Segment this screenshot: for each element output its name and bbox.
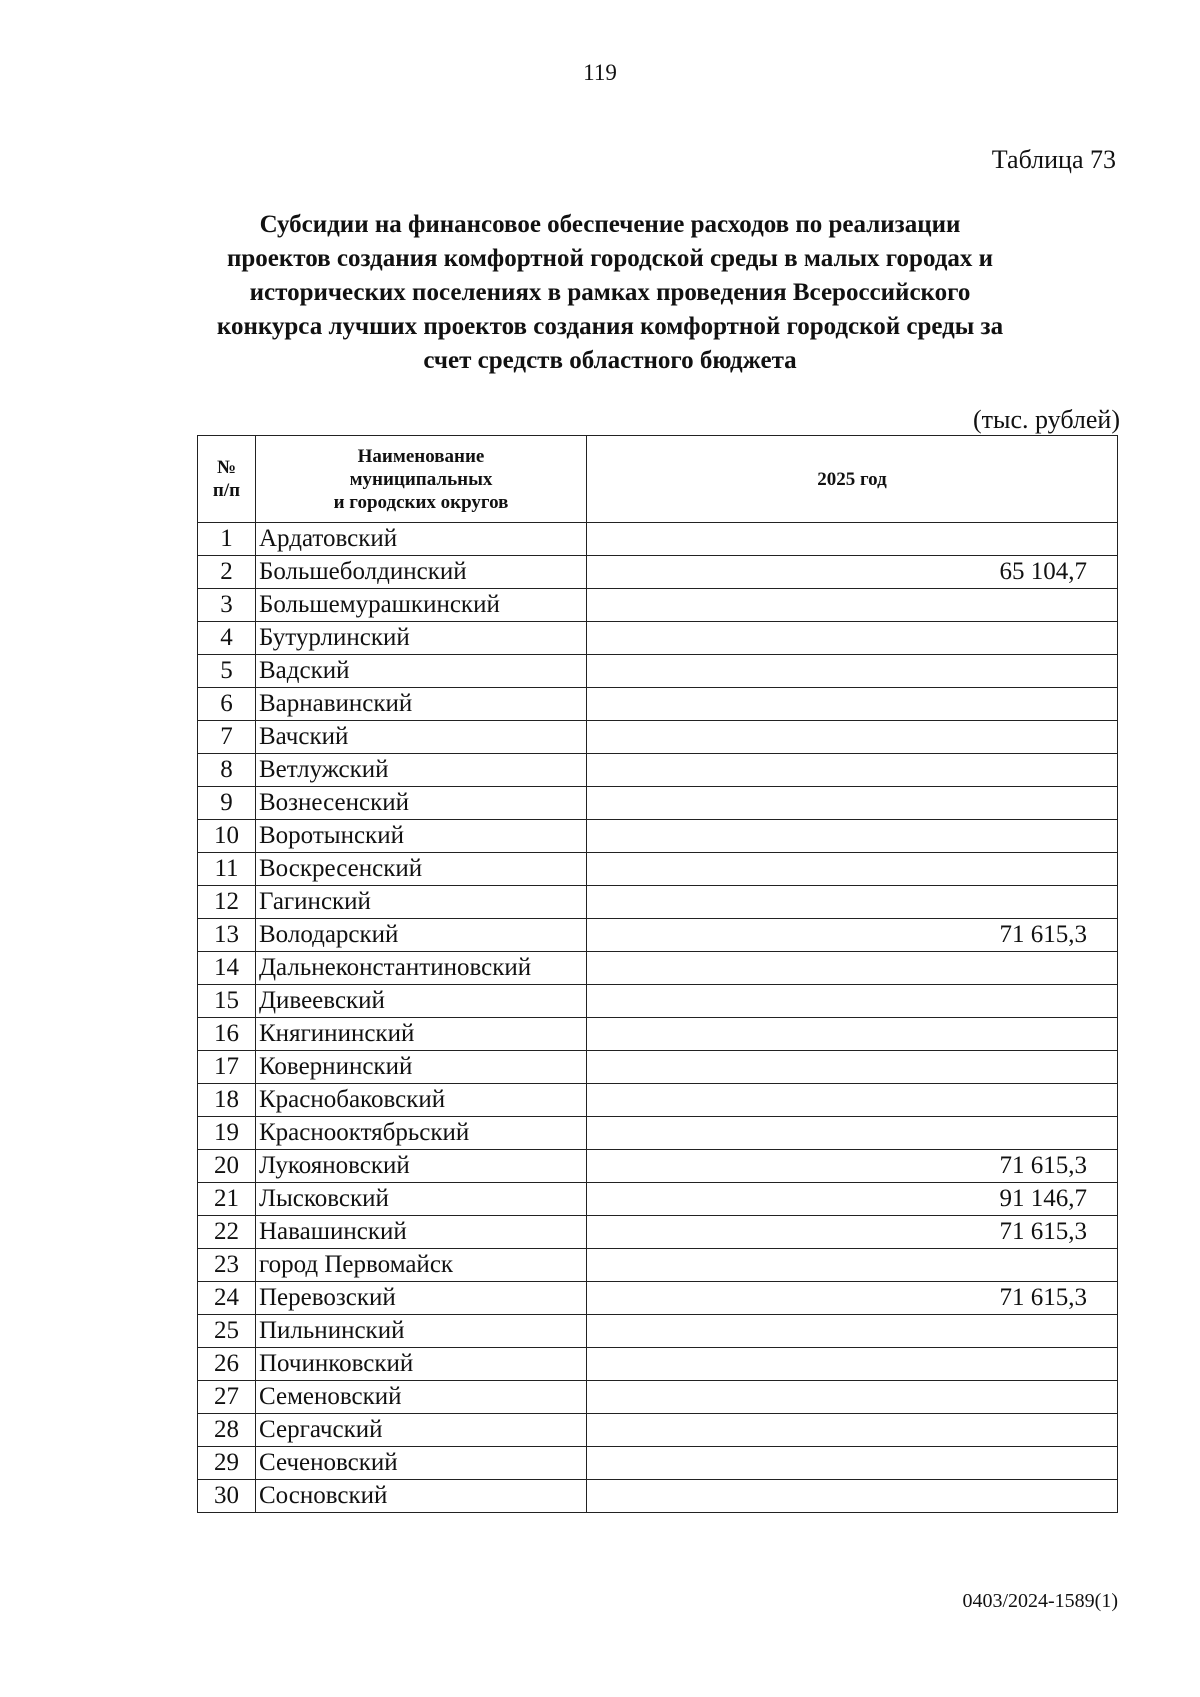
year-2025-value-cell [587,721,1118,754]
municipality-name-cell: Вачский [256,721,587,754]
row-number-cell: 12 [198,886,256,919]
year-2025-value-cell [587,952,1118,985]
municipality-name-cell: Сеченовский [256,1447,587,1480]
year-2025-value-cell: 71 615,3 [587,1282,1118,1315]
municipality-name-cell: Большемурашкинский [256,589,587,622]
year-2025-value-cell [587,1348,1118,1381]
table-row [198,919,1118,952]
table-row [198,820,1118,853]
table-row [198,1315,1118,1348]
municipality-name-cell: Вадский [256,655,587,688]
row-number-cell: 16 [198,1018,256,1051]
row-number-cell: 27 [198,1381,256,1414]
municipality-name-cell: Лысковский [256,1183,587,1216]
municipality-name-cell: Варнавинский [256,688,587,721]
row-number-cell: 26 [198,1348,256,1381]
table-row [198,853,1118,886]
row-number-cell: 19 [198,1117,256,1150]
row-number-cell: 24 [198,1282,256,1315]
subsidy-table [197,435,1118,1513]
municipality-name-cell: Перевозский [256,1282,587,1315]
row-number-cell: 25 [198,1315,256,1348]
table-row [198,1249,1118,1282]
municipality-name-cell: Починковский [256,1348,587,1381]
row-number-cell: 4 [198,622,256,655]
header-year: 2025 год [587,436,1118,523]
table-row [198,985,1118,1018]
table-row [198,1414,1118,1447]
table-row [198,1447,1118,1480]
table-row [198,952,1118,985]
document-title [190,208,1030,378]
table-row [198,1183,1118,1216]
title-line: конкурса лучших проектов создания комфортной городской среды за [216,313,1004,340]
header-number-line: № [216,457,237,478]
row-number-cell: 13 [198,919,256,952]
table-row [198,688,1118,721]
row-number-cell: 6 [198,688,256,721]
table-row [198,787,1118,820]
municipality-name-cell: Пильнинский [256,1315,587,1348]
table-row [198,721,1118,754]
row-number-cell: 7 [198,721,256,754]
municipality-name-cell: Сосновский [256,1480,587,1513]
municipality-name-cell: Ардатовский [256,523,587,556]
year-2025-value-cell: 71 615,3 [587,1150,1118,1183]
municipality-name-cell: Сергачский [256,1414,587,1447]
row-number-cell: 14 [198,952,256,985]
row-number-cell: 23 [198,1249,256,1282]
row-number-cell: 28 [198,1414,256,1447]
year-2025-value-cell [587,820,1118,853]
table-row [198,1018,1118,1051]
municipality-name-cell: Воротынский [256,820,587,853]
row-number-cell: 1 [198,523,256,556]
header-name-line: муниципальных [349,468,493,490]
table-row [198,1282,1118,1315]
year-2025-value-cell [587,1117,1118,1150]
municipality-name-cell: Бутурлинский [256,622,587,655]
year-2025-value-cell [587,1447,1118,1480]
row-number-cell: 11 [198,853,256,886]
municipality-name-cell: Большеболдинский [256,556,587,589]
year-2025-value-cell [587,622,1118,655]
table-row [198,622,1118,655]
table-row [198,1216,1118,1249]
header-number-line: п/п [212,480,241,501]
table-row [198,754,1118,787]
row-number-cell: 18 [198,1084,256,1117]
table-row [198,1348,1118,1381]
year-2025-value-cell [587,589,1118,622]
document-code: 0403/2024-1589(1) [962,1590,1118,1612]
table-row [198,1150,1118,1183]
row-number-cell: 15 [198,985,256,1018]
year-2025-value-cell [587,787,1118,820]
table-row [198,886,1118,919]
year-2025-value-cell [587,1249,1118,1282]
year-2025-value-cell: 71 615,3 [587,1216,1118,1249]
table-row [198,556,1118,589]
municipality-name-cell: город Первомайск [256,1249,587,1282]
table-label: Таблица 73 [991,145,1116,174]
table-row [198,1051,1118,1084]
year-2025-value-cell: 71 615,3 [587,919,1118,952]
header-name [256,436,587,523]
municipality-name-cell: Краснобаковский [256,1084,587,1117]
year-2025-value-cell [587,1315,1118,1348]
row-number-cell: 8 [198,754,256,787]
row-number-cell: 21 [198,1183,256,1216]
table-row [198,1480,1118,1513]
year-2025-value-cell [587,886,1118,919]
title-line: Субсидии на финансовое обеспечение расходов по реализации [259,211,961,238]
year-2025-value-cell [587,655,1118,688]
municipality-name-cell: Ковернинский [256,1051,587,1084]
row-number-cell: 5 [198,655,256,688]
year-2025-value-cell [587,1051,1118,1084]
title-line: счет средств областного бюджета [423,347,797,374]
header-name-line: и городских округов [333,491,509,513]
table-row [198,655,1118,688]
municipality-name-cell: Дальнеконстантиновский [256,952,587,985]
row-number-cell: 22 [198,1216,256,1249]
year-2025-value-cell [587,1018,1118,1051]
municipality-name-cell: Вознесенский [256,787,587,820]
table-body [198,523,1118,1513]
municipality-name-cell: Лукояновский [256,1150,587,1183]
title-line: проектов создания комфортной городской среды в малых городах и [226,245,994,272]
municipality-name-cell: Гагинский [256,886,587,919]
year-2025-value-cell [587,523,1118,556]
year-2025-value-cell: 65 104,7 [587,556,1118,589]
header-number [198,436,256,523]
municipality-name-cell: Володарский [256,919,587,952]
table-row [198,523,1118,556]
header-name-line: Наименование [357,445,485,467]
municipality-name-cell: Княгининский [256,1018,587,1051]
row-number-cell: 30 [198,1480,256,1513]
units-label: (тыс. рублей) [972,405,1120,434]
row-number-cell: 9 [198,787,256,820]
municipality-name-cell: Дивеевский [256,985,587,1018]
year-2025-value-cell [587,1084,1118,1117]
municipality-name-cell: Семеновский [256,1381,587,1414]
year-2025-value-cell [587,1414,1118,1447]
year-2025-value-cell [587,1480,1118,1513]
row-number-cell: 2 [198,556,256,589]
municipality-name-cell: Ветлужский [256,754,587,787]
row-number-cell: 10 [198,820,256,853]
table-row [198,1084,1118,1117]
year-2025-value-cell: 91 146,7 [587,1183,1118,1216]
year-2025-value-cell [587,1381,1118,1414]
year-2025-value-cell [587,985,1118,1018]
table-row [198,589,1118,622]
table-header-row [198,436,1118,523]
municipality-name-cell: Навашинский [256,1216,587,1249]
municipality-name-cell: Краснооктябрьский [256,1117,587,1150]
row-number-cell: 17 [198,1051,256,1084]
table-row [198,1381,1118,1414]
row-number-cell: 20 [198,1150,256,1183]
page-number: 119 [583,60,617,85]
year-2025-value-cell [587,754,1118,787]
year-2025-value-cell [587,853,1118,886]
municipality-name-cell: Воскресенский [256,853,587,886]
year-2025-value-cell [587,688,1118,721]
title-line: исторических поселениях в рамках проведения Всероссийского [249,279,971,306]
table-row [198,1117,1118,1150]
row-number-cell: 3 [198,589,256,622]
row-number-cell: 29 [198,1447,256,1480]
